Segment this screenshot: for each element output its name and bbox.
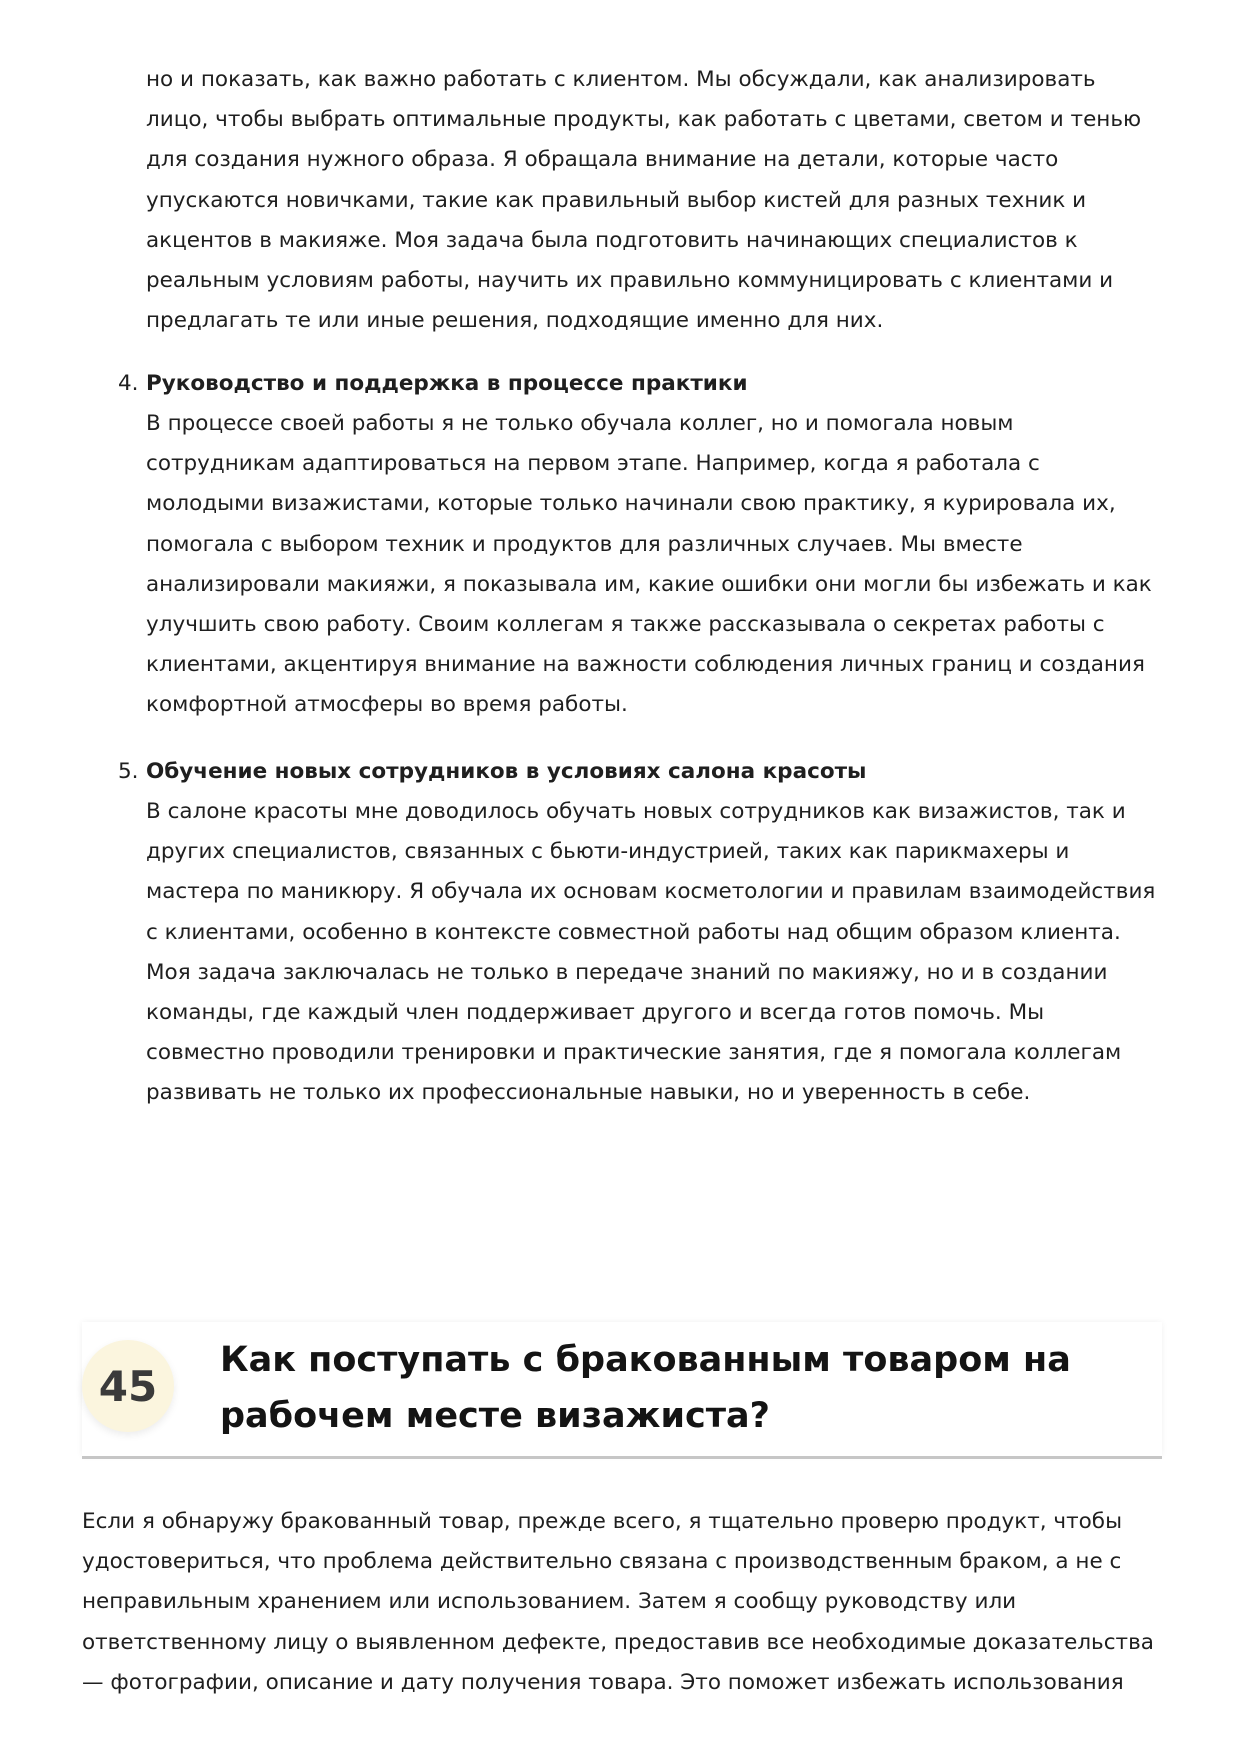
list-item-heading (118, 364, 1158, 404)
list-item-number: 4. (118, 371, 139, 396)
question-header (82, 1322, 1162, 1456)
list-item (118, 752, 1158, 1114)
list-item-body: В процессе своей работы я не только обучала коллег, но и помогала новым сотрудникам адаптироваться на первом этапе. Например, когда я работала с молодыми визажистами, которые только начинали свою практику, я курировала их, помогала с выбором техник и продуктов для различных случаев. Мы вместе анализировали макияжи, я показывала им, какие ошибки они могли бы избежать и как улучшить свою работу. Своим коллегам я также рассказывала о секретах работы с клиентами, акцентируя внимание на важности соблюдения личных границ и создания комфортной атмосферы во время работы. (146, 411, 1152, 718)
continuation-paragraph: но и показать, как важно работать с клиентом. Мы обсуждали, как анализировать лицо, чтобы выбрать оптимальные продукты, как работать с цветами, светом и тенью для создания нужного образа. Я обращала внимание на детали, которые часто упускаются новичками, такие как правильный выбор кистей для разных техник и акцентов в макияже. Моя задача была подготовить начинающих специалистов к реальным условиям работы, научить их правильно коммуницировать с клиентами и предлагать те или иные решения, подходящие именно для них. (146, 67, 1142, 334)
list-item-title: Руководство и поддержка в процессе практики (146, 371, 748, 396)
list-item-body: В салоне красоты мне доводилось обучать новых сотрудников как визажистов, так и других специалистов, связанных с бьюти-индустрией, таких как парикмахеры и мастера по маникюру. Я обучала их основам косметологии и правилам взаимодействия с клиентами, особенно в контексте совместной работы над общим образом клиента. Моя задача заключалась не только в передаче знаний по макияжу, но и в создании команды, где каждый член поддерживает другого и всегда готов помочь. Мы совместно проводили тренировки и практические занятия, где я помогала коллегам развивать не только их профессиональные навыки, но и уверенность в себе. (146, 799, 1156, 1106)
list-item-title: Обучение новых сотрудников в условиях салона красоты (146, 759, 867, 784)
list-item-heading (118, 752, 1158, 792)
section-divider (82, 1456, 1162, 1459)
list-item (118, 364, 1158, 726)
question-title: Как поступать с бракованным товаром на рабочем месте визажиста? (220, 1340, 1071, 1436)
question-number-badge: 45 (82, 1340, 174, 1432)
list-item-number: 5. (118, 759, 139, 784)
answer-paragraph: Если я обнаружу бракованный товар, прежде всего, я тщательно проверю продукт, чтобы удостовериться, что проблема действительно связана с производственным браком, а не с неправильным хранением или использованием. Затем я сообщу руководству или ответственному лицу о выявленном дефекте, предоставив все необходимые доказательства — фотографии, описание и дату получения товара. Это поможет избежать использования (82, 1509, 1154, 1695)
